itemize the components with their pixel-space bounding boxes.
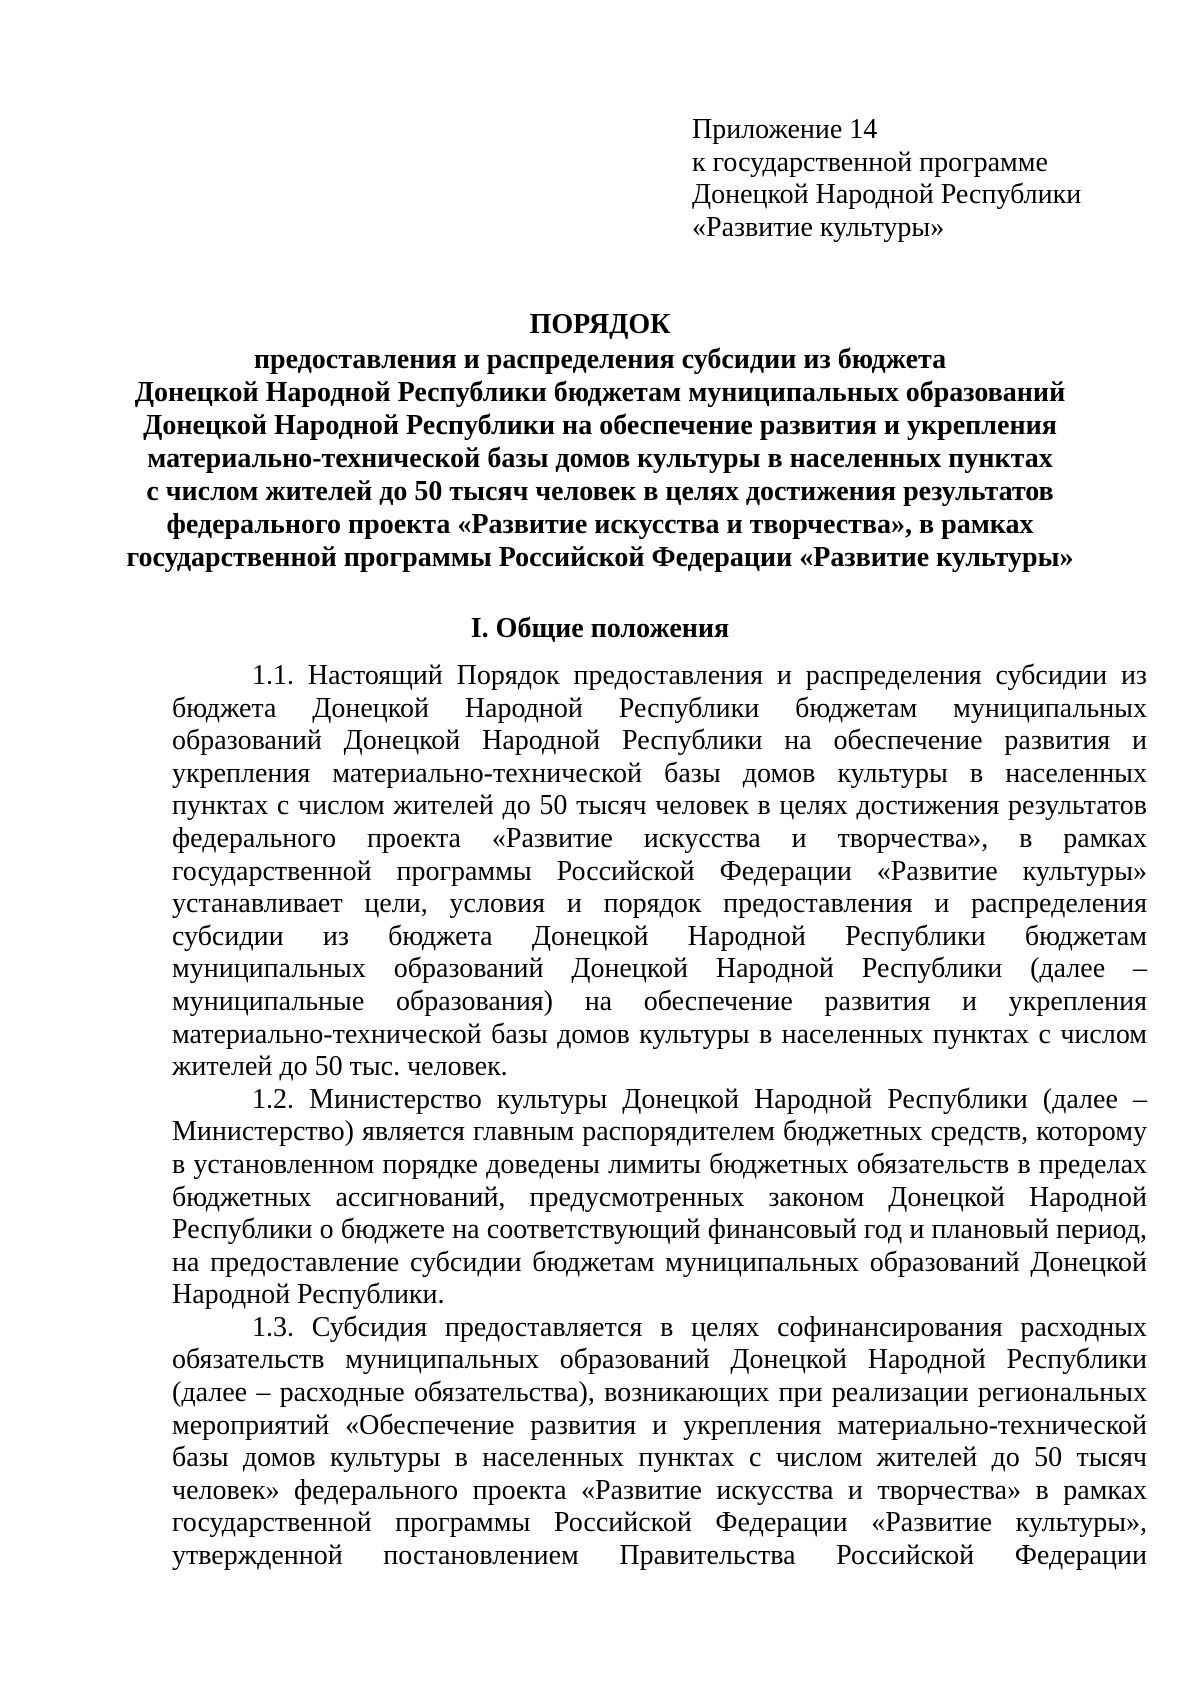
appendix-line-2: к государственной программе (692, 146, 1048, 178)
appendix-note (692, 114, 1081, 244)
appendix-line-3: Донецкой Народной Республики (692, 179, 1082, 210)
title-line-2: Донецкой Народной Республики бюджетам муниципальных образований (134, 377, 1066, 408)
paragraph-1-2: 1.2. Министерство культуры Донецкой Народной Республики (далее – Министерство) является главным распорядителем бюджетных средств, которому в установленном порядке доведены лимиты бюджетных обязательств в пределах бюджетных ассигнований, предусмотренных законом Донецкой Народной Республики о бюджете на соответствующий финансовый год и плановый период, на предоставление субсидии бюджетам муниципальных образований Донецкой Народной Республики. (172, 1083, 1147, 1311)
appendix-line-4: «Развитие культуры» (692, 211, 945, 243)
document-title (120, 308, 1080, 574)
title-line-6: федерального проекта «Развитие искусства и творчества», в рамках (166, 509, 1034, 540)
title-line-3: Донецкой Народной Республики на обеспечение развития и укрепления (143, 410, 1057, 441)
title-heading: ПОРЯДОК (529, 309, 671, 340)
paragraph-1-1: 1.1. Настоящий Порядок предоставления и распределения субсидии из бюджета Донецкой Народной Республики бюджетам муниципальных образований Донецкой Народной Республики на обеспечение развития и укрепления материально-технической базы домов культуры в населенных пунктах с числом жителей до 50 тысяч человек в целях достижения результатов федерального проекта «Развитие искусства и творчества», в рамках государственной программы Российской Федерации «Развитие культуры» устанавливает цели, условия и порядок предоставления и распределения субсидии из бюджета Донецкой Народной Республики бюджетам муниципальных образований Донецкой Народной Республики (далее – муниципальные образования) на обеспечение развития и укрепления материально-технической базы домов культуры в населенных пунктах с числом жителей до 50 тыс. человек. (172, 660, 1147, 1083)
paragraph-1-3: 1.3. Субсидия предоставляется в целях софинансирования расходных обязательств муниципальных образований Донецкой Народной Республики (далее – расходные обязательства), возникающих при реализации региональных мероприятий «Обеспечение развития и укрепления материально-технической базы домов культуры в населенных пунктах с числом жителей до 50 тысяч человек» федерального проекта «Развитие искусства и творчества» в рамках государственной программы Российской Федерации «Развитие культуры», утвержденной постановлением Правительства Российской Федерации (172, 1311, 1147, 1572)
section-heading: I. Общие положения (470, 613, 730, 644)
title-line-5: с числом жителей до 50 тысяч человек в целях достижения результатов (146, 476, 1054, 507)
body-text (172, 660, 1147, 1573)
appendix-line-1: Приложение 14 (692, 114, 878, 145)
title-line-7: государственной программы Российской Федерации «Развитие культуры» (126, 542, 1074, 573)
title-line-1: предоставления и распределения субсидии из бюджета (253, 344, 947, 375)
title-line-4: материально-технической базы домов культуры в населенных пунктах (147, 443, 1053, 474)
